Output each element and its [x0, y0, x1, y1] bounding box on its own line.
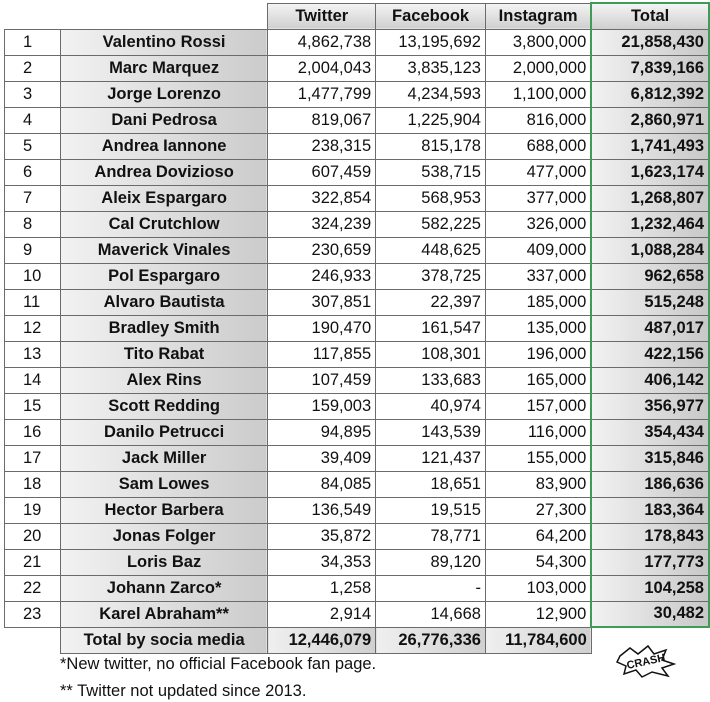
table-row — [5, 315, 710, 341]
facebook-cell: 18,651 — [376, 471, 486, 497]
column-header-total: Total — [591, 3, 709, 29]
facebook-cell: 78,771 — [376, 523, 486, 549]
table-row — [5, 497, 710, 523]
total-cell: 21,858,430 — [591, 29, 709, 55]
facebook-cell: 3,835,123 — [376, 55, 486, 81]
header-row — [5, 3, 710, 29]
table-row — [5, 445, 710, 471]
rank-cell: 7 — [5, 185, 61, 211]
footnote-zarco: *New twitter, no official Facebook fan page. — [60, 655, 377, 673]
instagram-cell: 103,000 — [485, 575, 591, 601]
rank-cell: 6 — [5, 159, 61, 185]
table-row — [5, 341, 710, 367]
header-blank — [5, 3, 61, 29]
rider-name: Cal Crutchlow — [60, 211, 268, 237]
twitter-cell: 117,855 — [268, 341, 376, 367]
twitter-cell: 246,933 — [268, 263, 376, 289]
rider-name: Andrea Iannone — [60, 133, 268, 159]
table-row — [5, 549, 710, 575]
rank-cell: 21 — [5, 549, 61, 575]
facebook-cell: 22,397 — [376, 289, 486, 315]
total-cell: 1,741,493 — [591, 133, 709, 159]
rider-name: Alvaro Bautista — [60, 289, 268, 315]
facebook-cell: 89,120 — [376, 549, 486, 575]
facebook-cell: 161,547 — [376, 315, 486, 341]
rider-name: Andrea Dovizioso — [60, 159, 268, 185]
total-cell: 1,623,174 — [591, 159, 709, 185]
rank-cell: 8 — [5, 211, 61, 237]
facebook-cell: 13,195,692 — [376, 29, 486, 55]
rank-cell: 18 — [5, 471, 61, 497]
rank-cell: 17 — [5, 445, 61, 471]
rider-name: Aleix Espargaro — [60, 185, 268, 211]
facebook-cell: 19,515 — [376, 497, 486, 523]
twitter-cell: 1,258 — [268, 575, 376, 601]
facebook-cell: 121,437 — [376, 445, 486, 471]
column-header-twitter: Twitter — [268, 3, 376, 29]
facebook-cell: 143,539 — [376, 419, 486, 445]
instagram-cell: 337,000 — [485, 263, 591, 289]
twitter-cell: 136,549 — [268, 497, 376, 523]
rider-name: Johann Zarco* — [60, 575, 268, 601]
total-cell: 186,636 — [591, 471, 709, 497]
rank-cell: 23 — [5, 601, 61, 627]
twitter-cell: 34,353 — [268, 549, 376, 575]
rank-cell: 10 — [5, 263, 61, 289]
total-cell: 178,843 — [591, 523, 709, 549]
rider-name: Pol Espargaro — [60, 263, 268, 289]
rider-name: Scott Redding — [60, 393, 268, 419]
twitter-cell: 819,067 — [268, 107, 376, 133]
rank-cell: 2 — [5, 55, 61, 81]
twitter-cell: 238,315 — [268, 133, 376, 159]
instagram-cell: 27,300 — [485, 497, 591, 523]
footnote-abraham: ** Twitter not updated since 2013. — [60, 682, 307, 700]
twitter-cell: 2,004,043 — [268, 55, 376, 81]
twitter-cell: 107,459 — [268, 367, 376, 393]
rank-cell: 3 — [5, 81, 61, 107]
rank-cell: 1 — [5, 29, 61, 55]
rider-name: Jack Miller — [60, 445, 268, 471]
rank-cell: 12 — [5, 315, 61, 341]
twitter-cell: 607,459 — [268, 159, 376, 185]
rank-cell: 22 — [5, 575, 61, 601]
facebook-cell: 133,683 — [376, 367, 486, 393]
facebook-cell: 4,234,593 — [376, 81, 486, 107]
total-cell: 422,156 — [591, 341, 709, 367]
instagram-cell: 155,000 — [485, 445, 591, 471]
total-cell: 1,232,464 — [591, 211, 709, 237]
instagram-cell: 83,900 — [485, 471, 591, 497]
table-row — [5, 159, 710, 185]
total-cell: 177,773 — [591, 549, 709, 575]
instagram-cell: 1,100,000 — [485, 81, 591, 107]
twitter-cell: 324,239 — [268, 211, 376, 237]
twitter-cell: 35,872 — [268, 523, 376, 549]
instagram-cell: 3,800,000 — [485, 29, 591, 55]
twitter-cell: 2,914 — [268, 601, 376, 627]
rider-name: Marc Marquez — [60, 55, 268, 81]
instagram-cell: 12,900 — [485, 601, 591, 627]
rider-name: Loris Baz — [60, 549, 268, 575]
table-row — [5, 81, 710, 107]
table-row — [5, 419, 710, 445]
instagram-cell: 477,000 — [485, 159, 591, 185]
table-row — [5, 263, 710, 289]
instagram-cell: 64,200 — [485, 523, 591, 549]
instagram-cell: 54,300 — [485, 549, 591, 575]
rider-name: Jonas Folger — [60, 523, 268, 549]
instagram-cell: 688,000 — [485, 133, 591, 159]
table-row — [5, 185, 710, 211]
table-row — [5, 367, 710, 393]
table-row — [5, 523, 710, 549]
total-cell: 6,812,392 — [591, 81, 709, 107]
summary-instagram: 11,784,600 — [485, 627, 591, 653]
table-row — [5, 29, 710, 55]
twitter-cell: 322,854 — [268, 185, 376, 211]
facebook-cell: 378,725 — [376, 263, 486, 289]
facebook-cell: 1,225,904 — [376, 107, 486, 133]
table-row — [5, 55, 710, 81]
instagram-cell: 165,000 — [485, 367, 591, 393]
facebook-cell: 568,953 — [376, 185, 486, 211]
rank-cell: 4 — [5, 107, 61, 133]
rank-cell: 16 — [5, 419, 61, 445]
total-cell: 356,977 — [591, 393, 709, 419]
column-header-instagram: Instagram — [485, 3, 591, 29]
instagram-cell: 196,000 — [485, 341, 591, 367]
rank-cell: 14 — [5, 367, 61, 393]
twitter-cell: 84,085 — [268, 471, 376, 497]
rank-cell: 13 — [5, 341, 61, 367]
twitter-cell: 39,409 — [268, 445, 376, 471]
instagram-cell: 185,000 — [485, 289, 591, 315]
rank-cell: 20 — [5, 523, 61, 549]
column-header-facebook: Facebook — [376, 3, 486, 29]
total-cell: 354,434 — [591, 419, 709, 445]
rider-name: Maverick Vinales — [60, 237, 268, 263]
table-row — [5, 107, 710, 133]
total-cell: 2,860,971 — [591, 107, 709, 133]
facebook-cell: 538,715 — [376, 159, 486, 185]
fan-stats-table — [4, 2, 710, 654]
table-body — [5, 29, 710, 627]
rider-name: Karel Abraham** — [60, 601, 268, 627]
total-cell: 315,846 — [591, 445, 709, 471]
total-cell: 406,142 — [591, 367, 709, 393]
twitter-cell: 4,862,738 — [268, 29, 376, 55]
table-row — [5, 393, 710, 419]
summary-row — [5, 627, 710, 653]
instagram-cell: 377,000 — [485, 185, 591, 211]
table-row — [5, 237, 710, 263]
twitter-cell: 190,470 — [268, 315, 376, 341]
total-cell: 515,248 — [591, 289, 709, 315]
rider-name: Alex Rins — [60, 367, 268, 393]
instagram-cell: 116,000 — [485, 419, 591, 445]
rider-name: Hector Barbera — [60, 497, 268, 523]
instagram-cell: 409,000 — [485, 237, 591, 263]
summary-blank — [5, 627, 61, 653]
total-cell: 487,017 — [591, 315, 709, 341]
total-cell: 7,839,166 — [591, 55, 709, 81]
total-cell: 1,088,284 — [591, 237, 709, 263]
logo-text: CRASH — [625, 652, 667, 672]
rank-cell: 5 — [5, 133, 61, 159]
total-cell: 30,482 — [591, 601, 709, 627]
facebook-cell: 582,225 — [376, 211, 486, 237]
twitter-cell: 94,895 — [268, 419, 376, 445]
rider-name: Danilo Petrucci — [60, 419, 268, 445]
facebook-cell: 40,974 — [376, 393, 486, 419]
rank-cell: 11 — [5, 289, 61, 315]
total-cell: 962,658 — [591, 263, 709, 289]
rank-cell: 15 — [5, 393, 61, 419]
table-row — [5, 601, 710, 627]
twitter-cell: 307,851 — [268, 289, 376, 315]
rank-cell: 9 — [5, 237, 61, 263]
instagram-cell: 2,000,000 — [485, 55, 591, 81]
table-row — [5, 211, 710, 237]
table-row — [5, 289, 710, 315]
total-cell: 1,268,807 — [591, 185, 709, 211]
table-row — [5, 575, 710, 601]
twitter-cell: 1,477,799 — [268, 81, 376, 107]
rider-name: Valentino Rossi — [60, 29, 268, 55]
twitter-cell: 230,659 — [268, 237, 376, 263]
rider-name: Bradley Smith — [60, 315, 268, 341]
facebook-cell: 108,301 — [376, 341, 486, 367]
summary-facebook: 26,776,336 — [376, 627, 486, 653]
summary-twitter: 12,446,079 — [268, 627, 376, 653]
rider-name: Tito Rabat — [60, 341, 268, 367]
table-row — [5, 471, 710, 497]
instagram-cell: 157,000 — [485, 393, 591, 419]
twitter-cell: 159,003 — [268, 393, 376, 419]
facebook-cell: 815,178 — [376, 133, 486, 159]
rider-name: Jorge Lorenzo — [60, 81, 268, 107]
header-blank — [60, 3, 268, 29]
total-cell: 104,258 — [591, 575, 709, 601]
total-cell: 183,364 — [591, 497, 709, 523]
rider-name: Sam Lowes — [60, 471, 268, 497]
facebook-cell: - — [376, 575, 486, 601]
crash-logo-icon — [616, 644, 676, 678]
instagram-cell: 816,000 — [485, 107, 591, 133]
rider-name: Dani Pedrosa — [60, 107, 268, 133]
facebook-cell: 14,668 — [376, 601, 486, 627]
table-row — [5, 133, 710, 159]
instagram-cell: 135,000 — [485, 315, 591, 341]
summary-label: Total by socia media — [60, 627, 268, 653]
instagram-cell: 326,000 — [485, 211, 591, 237]
facebook-cell: 448,625 — [376, 237, 486, 263]
rank-cell: 19 — [5, 497, 61, 523]
